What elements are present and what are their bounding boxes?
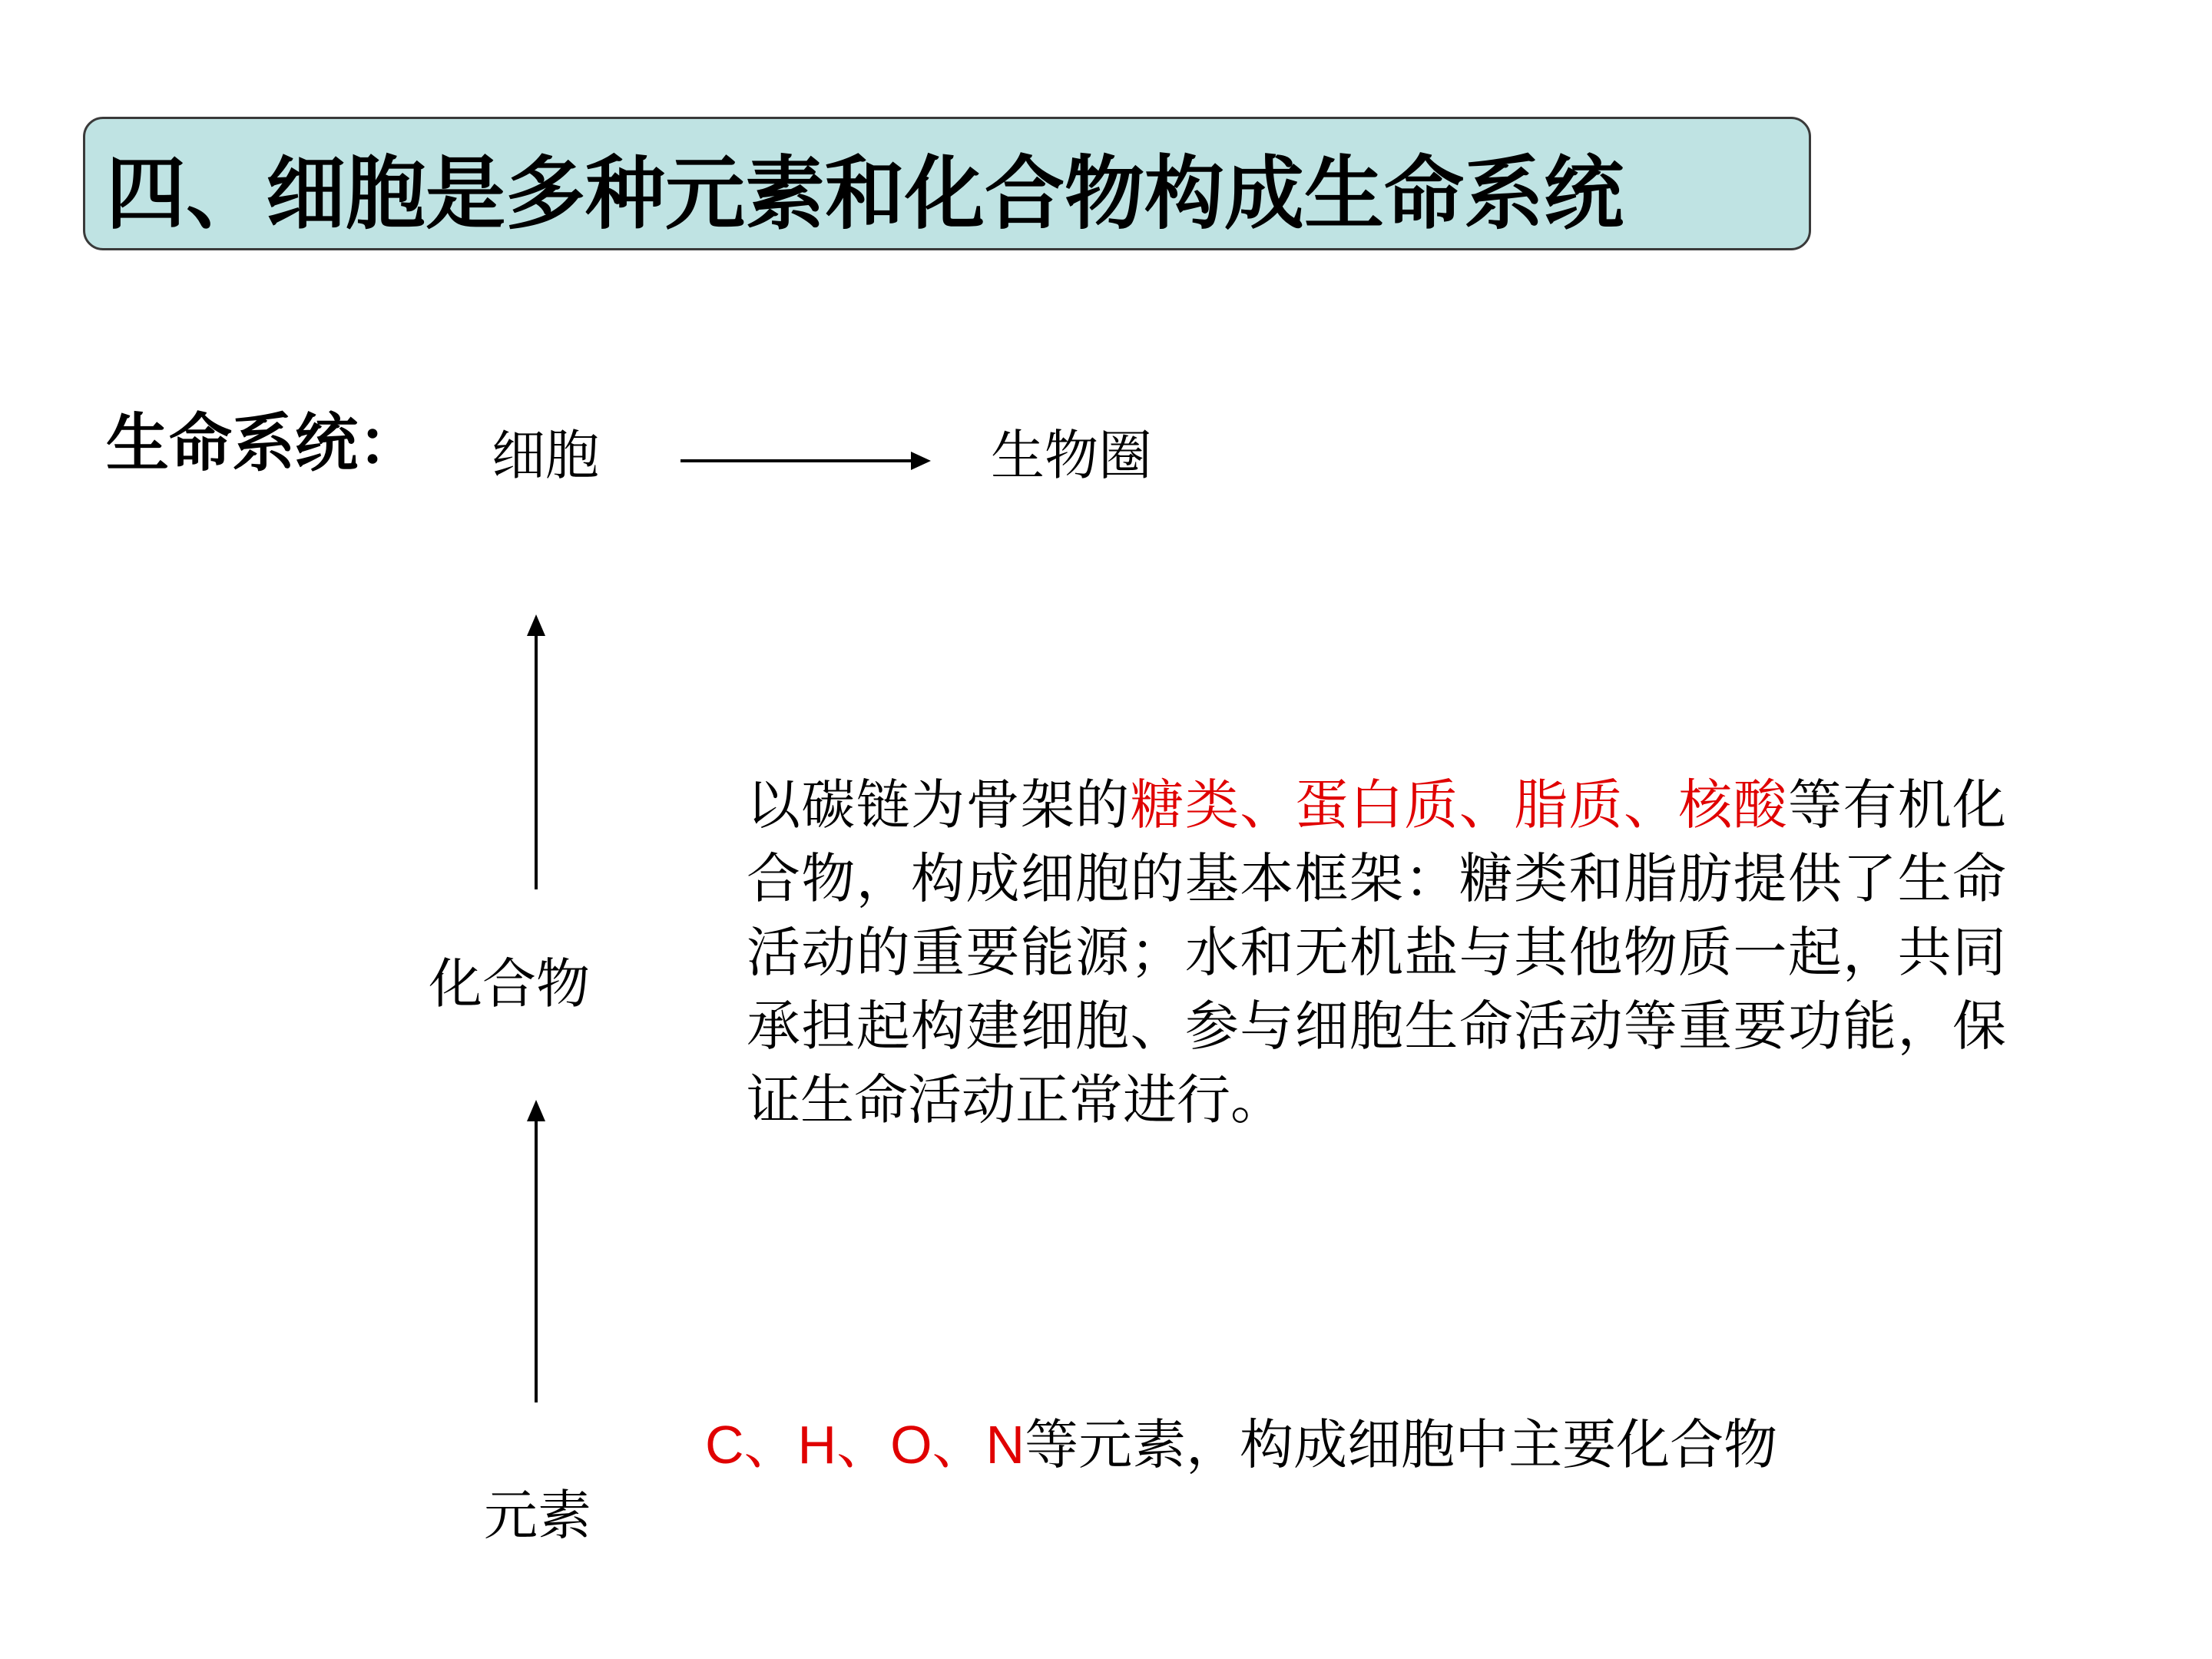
sugars-highlight: 糖类 (1130, 773, 1240, 836)
chon-elements: C、H、O、N (705, 1415, 1025, 1475)
sep-2: 、 (1459, 773, 1515, 836)
para-rest: 等有机化合物，构成细胞的基本框架：糖类和脂肪提供了生命活动的重要能源；水和无机盐与其他物质一起，共同承担起构建细胞、参与细胞生命活动等重要功能，保证生命活动正常进行。 (747, 773, 2007, 1131)
compound-to-cell-arrow (527, 614, 545, 889)
nucleic-acid-highlight: 核酸 (1678, 773, 1788, 836)
cell-label: 细胞 (492, 424, 599, 487)
page-title: 四、细胞是多种元素和化合物构成生命系统 (106, 147, 1624, 240)
elements-rest: 等元素，构成细胞中主要化合物 (1025, 1413, 1778, 1476)
life-system-heading: 生命系统： (106, 407, 422, 480)
element-label: 元素 (484, 1484, 591, 1547)
sep-3: 、 (1623, 773, 1679, 836)
sep-1: 、 (1240, 773, 1295, 836)
compound-label: 化合物 (429, 952, 590, 1015)
para-prefix: 以碳链为骨架的 (747, 773, 1131, 836)
compound-description (747, 768, 2006, 1137)
biosphere-label: 生物圈 (991, 424, 1152, 487)
elements-description (705, 1410, 1777, 1479)
protein-highlight: 蛋白质 (1294, 773, 1459, 836)
lipid-highlight: 脂质 (1514, 773, 1624, 836)
cell-to-biosphere-arrow (680, 452, 931, 470)
element-to-compound-arrow (527, 1100, 545, 1402)
